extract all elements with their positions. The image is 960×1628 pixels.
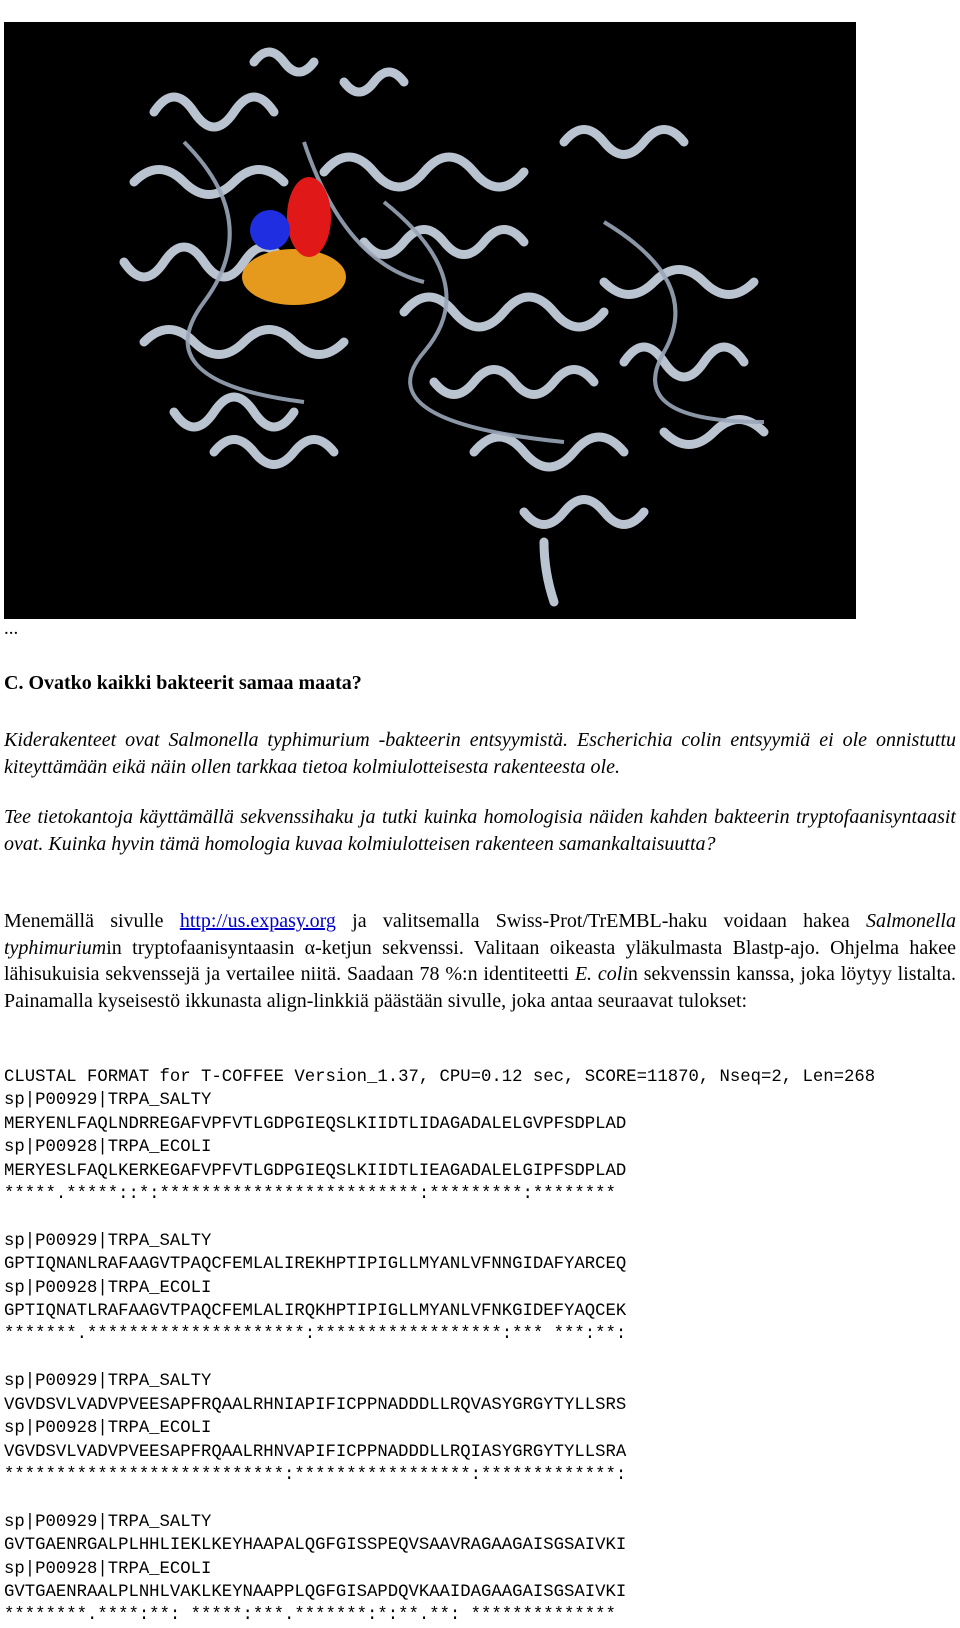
ecoli-name: E. coli [574,963,628,986]
seq-name-ecoli: sp|P00928|TRPA_ECOLI [4,1138,212,1158]
paragraph-method: Menemällä sivulle http://us.expasy.org ja valitsemalla Swiss-Prot/TrEMBL-haku voidaan hakea Salmonella typhimuriumin tryptofaanisyntaasin α-ketjun sekvenssi. Valitaan oikeasta yläkulmasta Blastp-ajo. Ohjelma hakee lähisukuisia sekvenssejä ja vertailee niitä. Saadaan 78 %:n identiteetti E. colin sekvenssin kanssa, joka löytyy listalta. Painamalla kyseisestö ikkunasta align-linkkiä päästään sivulle, joka antaa seuraavat tulokset: [4,910,956,1012]
seq-name-salty: sp|P00929|TRPA_SALTY [4,1091,212,1111]
paragraph-task: Tee tietokantoja käyttämällä sekvenssihaku ja tutki kuinka homologisia näiden kahden bakteerin tryptofaanisyntaasit ovat. Kuinka hyvin tämä homologia kuvaa kolmiulotteisen rakenteen samankaltaisuutta? [4,806,956,855]
consensus-line: ***************************:*****************:*************: [4,1465,627,1485]
seq-name-salty: sp|P00929|TRPA_SALTY [4,1372,212,1392]
consensus-line: ********.****:**: *****:***.*******:*:**.**: ************** [4,1606,616,1626]
expasy-link[interactable]: http://us.expasy.org [179,910,336,932]
seq-name-salty: sp|P00929|TRPA_SALTY [4,1512,212,1532]
seq-ecoli: GPTIQNATLRAFAAGVTPAQCFEMLALIRQKHPTIPIGLLMYANLVFNKGIDEFYAQCEK [4,1302,627,1322]
ellipsis: ... [4,618,19,639]
seq-salty: GVTGAENRGALPLHHLIEKLKEYHAAPALQGFGISSPEQVSAAVRAGAAGAISGSAIVKI [4,1536,627,1556]
seq-name-ecoli: sp|P00928|TRPA_ECOLI [4,1278,212,1298]
species-name: Salmonella typhimurium [4,910,956,959]
alignment-block-4 [4,1511,875,1628]
ligand-orange-cluster [242,249,346,305]
seq-name-ecoli: sp|P00928|TRPA_ECOLI [4,1559,212,1579]
protein-structure-figure [4,22,856,619]
paragraph-crystal-structures: Kiderakenteet ovat Salmonella typhimurium -bakteerin entsyymistä. Escherichia colin entsyymiä ei ole onnistuttu kiteyttämään eikä näin ollen tarkkaa tietoa kolmiulotteisesta rakenteesta ole. [4,729,956,778]
section-heading: C. Ovatko kaikki bakteerit samaa maata? [4,672,362,694]
seq-ecoli: VGVDSVLVADVPVEESAPFRQAALRHNVAPIFICPPNADDDLLRQIASYGRGYTYLLSRA [4,1442,627,1462]
alignment-block-1 [4,1089,875,1229]
seq-name-ecoli: sp|P00928|TRPA_ECOLI [4,1419,212,1439]
alignment-block-2 [4,1230,875,1370]
ligand-blue-cluster [250,210,290,250]
consensus-line: *****.*****::*:*************************:*********:******** [4,1185,616,1205]
seq-salty: GPTIQNANLRAFAAGVTPAQCFEMLALIREKHPTIPIGLLMYANLVFNNGIDAFYARCEQ [4,1255,627,1275]
alignment-block-3 [4,1370,875,1510]
consensus-line: *******.*********************:******************:*** ***:**: [4,1325,627,1345]
seq-salty: MERYENLFAQLNDRREGAFVPFVTLGDPGIEQSLKIIDTLIDAGADALELGVPFSDPLAD [4,1114,627,1134]
clustal-alignment [4,1066,875,1628]
seq-ecoli: MERYESLFAQLKERKEGAFVPFVTLGDPGIEQSLKIIDTLIEAGADALELGIPFSDPLAD [4,1161,627,1181]
ligand-red-cluster [287,177,331,257]
protein-ribbon-structure-image [4,22,856,619]
seq-salty: VGVDSVLVADVPVEESAPFRQAALRHNIAPIFICPPNADDDLLRQVASYGRGYTYLLSRS [4,1395,627,1415]
clustal-header: CLUSTAL FORMAT for T-COFFEE Version_1.37, CPU=0.12 sec, SCORE=11870, Nseq=2, Len=268 [4,1068,876,1087]
seq-name-salty: sp|P00929|TRPA_SALTY [4,1231,212,1251]
seq-ecoli: GVTGAENRAALPLNHLVAKLKEYNAAPPLQGFGISAPDQVKAAIDAGAAGAISGSAIVKI [4,1582,627,1602]
